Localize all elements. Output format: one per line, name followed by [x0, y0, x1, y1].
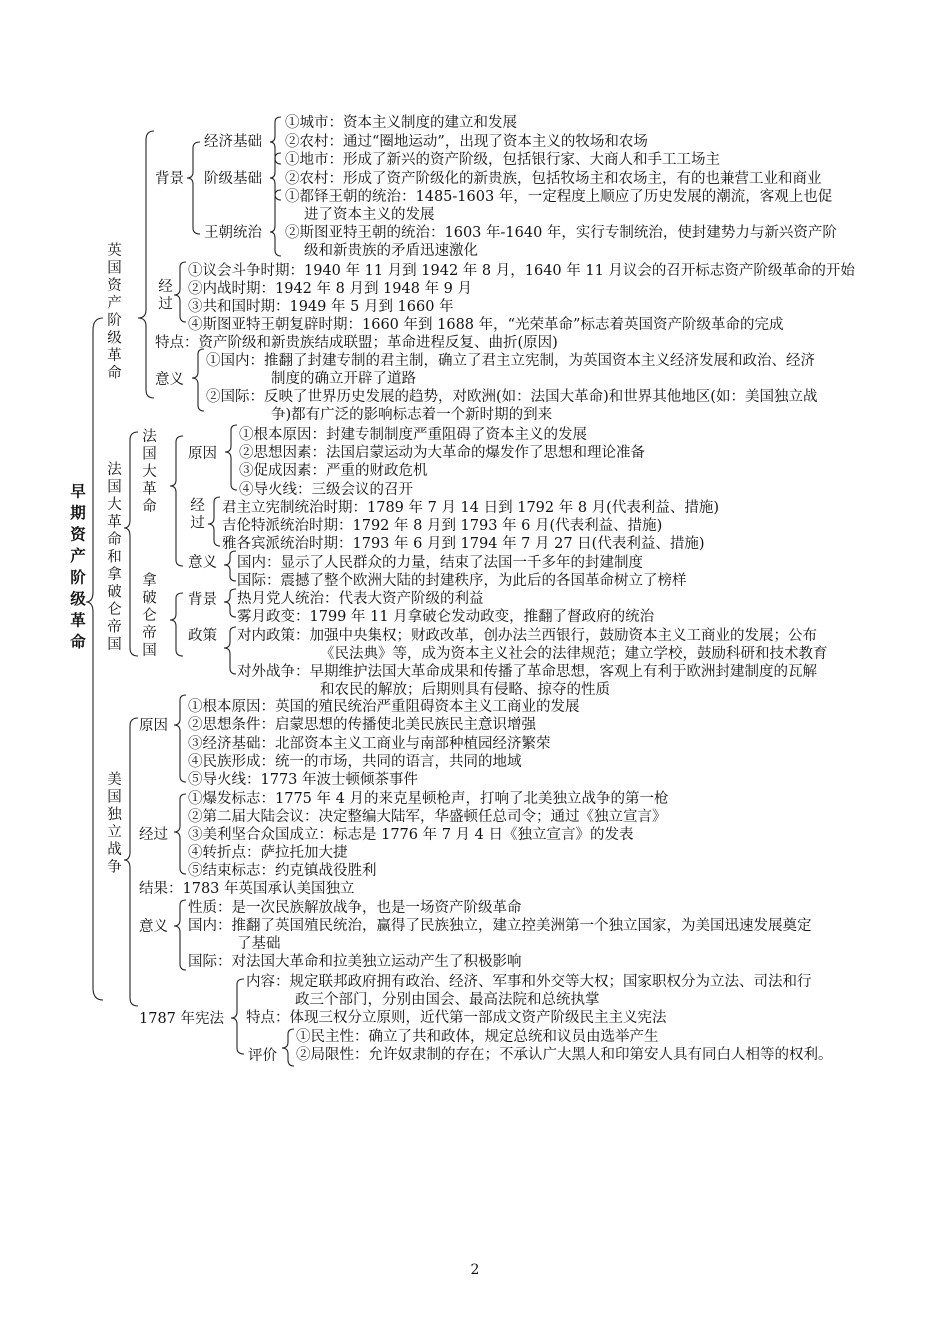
policy-label: 政策 — [188, 628, 217, 644]
class-item: ②农村：形成了资产阶级化的新贵族，包括牧场主和农场主，有的也兼营工业和商业 — [285, 171, 822, 187]
france-heading: 法国大革命和拿破仑帝国 — [105, 461, 121, 654]
fr-process-item: 君主立宪制统治时期：1789 年 7 月 14 日到 1792 年 8 月(代表利益、措施) — [222, 500, 719, 516]
class-item: ①地市：形成了新兴的资产阶级，包括银行家、大商人和手工工场主 — [285, 152, 720, 168]
england-process-label: 经过 — [156, 278, 172, 313]
am-process-item: ④转折点：萨拉托加大捷 — [188, 845, 348, 861]
constitution-feature: 特点：体现三权分立原则，近代第一部成文资产阶级民主主义宪法 — [246, 1010, 667, 1026]
am-cause-item: ②思想条件：启蒙思想的传播使北美民族民主意识增强 — [188, 717, 536, 733]
nap-bg-label: 背景 — [188, 592, 217, 608]
america-heading: 美国独立战争 — [105, 771, 121, 876]
dynasty-item: ①都铎王朝的统治：1485-1603 年，一定程度上顺应了历史发展的潮流，客观上也促 — [285, 189, 833, 205]
am-meaning-item: 国内：推翻了英国殖民统治，赢得了民族独立，建立控美洲第一个独立国家，为美国迅速发展奠定 — [188, 918, 812, 934]
england-feature: 特点：资产阶级和新贵族结成联盟；革命进程反复、曲折(原因) — [155, 335, 558, 351]
class-label: 阶级基础 — [204, 171, 262, 187]
econ-label: 经济基础 — [204, 134, 262, 150]
am-result: 结果：1783 年英国承认美国独立 — [139, 881, 355, 897]
am-meaning-item: 了基础 — [237, 936, 281, 952]
french-revolution-heading: 法国大革命 — [140, 428, 156, 516]
england-process-item: ①议会斗争时期：1940 年 11 月到 1942 年 8 月，1640 年 11 月议会的召开标志资产阶级革命的开始 — [188, 263, 855, 279]
fr-meaning-label: 意义 — [188, 555, 217, 571]
policy-item: 《民法典》等，成为资本主义社会的法律规范；建立学校，鼓励科研和技术教育 — [320, 646, 828, 662]
fr-process-label: 经过 — [188, 497, 204, 532]
england-meaning-item: ②国际：反映了世界历史发展的趋势，对欧洲(如：法国大革命)和世界其他地区(如：美国独立战 — [206, 389, 818, 405]
constitution-label: 1787 年宪法 — [139, 1011, 225, 1027]
dynasty-item: 进了资本主义的发展 — [304, 207, 435, 223]
dynasty-item: ②斯图亚特王朝的统治：1603 年-1640 年，实行专制统治，使封建势力与新兴资产阶 — [285, 225, 837, 241]
fr-cause-item: ②思想因素：法国启蒙运动为大革命的爆发作了思想和理论准备 — [239, 445, 645, 461]
eval-label: 评价 — [248, 1048, 277, 1064]
am-process-item: ⑤结束标志：约克镇战役胜利 — [188, 863, 377, 879]
constitution-content: 内容：规定联邦政府拥有政治、经济、军事和外交等大权；国家职权分为立法、司法和行 — [246, 974, 812, 990]
policy-item: 对内政策：加强中央集权；财政改革，创办法兰西银行，鼓励资本主义工商业的发展；公布 — [237, 628, 817, 644]
england-meaning-item: 争)都有广泛的影响标志着一个新时期的到来 — [271, 407, 553, 423]
england-brace — [138, 131, 154, 398]
eval-item: ②局限性：允许奴隶制的存在；不承认广大黑人和印第安人具有同白人相等的权利。 — [296, 1047, 833, 1063]
am-meaning-label: 意义 — [139, 919, 168, 935]
page-number: 2 — [470, 1262, 480, 1278]
england-process-item: ③共和国时期：1949 年 5 月到 1660 年 — [188, 299, 454, 315]
england-meaning-item: ①国内：推翻了封建专制的君主制，确立了君主立宪制，为英国资本主义经济发展和政治、经济 — [206, 353, 815, 369]
page-title: 早期资产阶级革命 — [68, 483, 86, 655]
nap-bg-item: 热月党人统治：代表大资产阶级的利益 — [237, 591, 484, 607]
am-process-item: ②第二届大陆会议：决定整编大陆军，华盛顿任总司令；通过《独立宣言》 — [188, 809, 667, 825]
fr-cause-item: ③促成因素：严重的财政危机 — [239, 463, 428, 479]
fr-cause-item: ④导火线：三级会议的召开 — [239, 482, 413, 498]
fr-meaning-item: 国际：震撼了整个欧洲大陆的封建秩序，为此后的各国革命树立了榜样 — [237, 573, 687, 589]
napoleon-heading: 拿破仑帝国 — [140, 572, 156, 660]
background-brace — [187, 142, 200, 234]
england-meaning-label: 意义 — [155, 372, 184, 388]
policy-item: 对外战争：早期维护法国大革命成果和传播了革命思想，客观上有利于欧洲封建制度的瓦解 — [237, 664, 817, 680]
am-cause-item: ④民族形成：统一的市场，共同的语言，共同的地域 — [188, 754, 522, 770]
am-cause-item: ①根本原因：英国的殖民统治严重阻碍资本主义工商业的发展 — [188, 699, 580, 715]
fr-process-item: 雅各宾派统治时期：1793 年 6 月到 1794 年 7 月 27 日(代表利益、措施) — [222, 536, 705, 552]
dynasty-item: 级和新贵族的矛盾迅速激化 — [304, 243, 478, 259]
england-process-item: ②内战时期：1942 年 8 月到 1948 年 9 月 — [188, 281, 473, 297]
england-background-label: 背景 — [155, 171, 184, 187]
fr-cause-item: ①根本原因：封建专制制度严重阻碍了资本主义的发展 — [239, 427, 587, 443]
econ-item: ①城市：资本主义制度的建立和发展 — [285, 115, 517, 131]
am-cause-item: ③经济基础：北部资本主义工商业与南部种植园经济繁荣 — [188, 736, 551, 752]
dynasty-label: 王朝统治 — [204, 225, 262, 241]
am-process-item: ①爆发标志：1775 年 4 月的来克星顿枪声，打响了北美独立战争的第一枪 — [188, 791, 669, 807]
am-cause-label: 原因 — [139, 718, 168, 734]
nap-bg-item: 雾月政变：1799 年 11 月拿破仑发动政变，推翻了督政府的统治 — [237, 609, 655, 625]
fr-cause-label: 原因 — [188, 446, 217, 462]
am-meaning-item: 性质：是一次民族解放战争，也是一场资产阶级革命 — [188, 900, 522, 916]
am-process-item: ③美利坚合众国成立：标志是 1776 年 7 月 4 日《独立宣言》的发表 — [188, 827, 634, 843]
fr-process-item: 吉伦特派统治时期：1792 年 8 月到 1793 年 6 月(代表利益、措施) — [222, 518, 663, 534]
main-brace — [86, 318, 103, 1000]
am-process-label: 经过 — [139, 827, 168, 843]
eval-item: ①民主性：确立了共和政体，规定总统和议员由选举产生 — [296, 1029, 659, 1045]
england-heading: 英国资产阶级革命 — [105, 242, 121, 382]
econ-item: ②农村：通过“圈地运动”，出现了资本主义的牧场和农场 — [285, 134, 648, 150]
fr-meaning-item: 国内：显示了人民群众的力量，结束了法国一千多年的封建制度 — [237, 555, 643, 571]
policy-item: 和农民的解放；后期则具有侵略、掠夺的性质 — [320, 682, 610, 698]
england-process-item: ④斯图亚特王朝复辟时期：1660 年到 1688 年，“光荣革命”标志着英国资产阶级革命的完成 — [188, 317, 784, 333]
england-meaning-item: 制度的确立开辟了道路 — [271, 371, 416, 387]
am-meaning-item: 国际：对法国大革命和拉美独立运动产生了积极影响 — [188, 954, 522, 970]
constitution-content: 政三个部门，分别由国会、最高法院和总统执掌 — [295, 992, 600, 1008]
am-cause-item: ⑤导火线：1773 年波士顿倾茶事件 — [188, 772, 419, 788]
